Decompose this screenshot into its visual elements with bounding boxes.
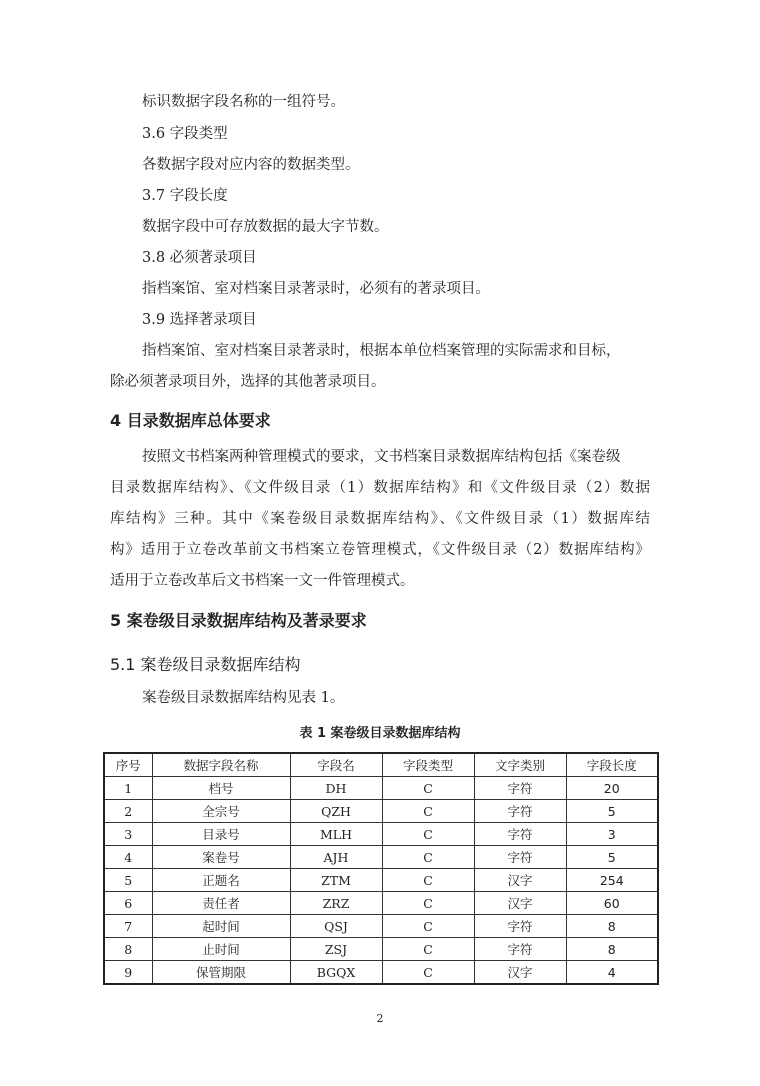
table-row [104, 961, 658, 985]
text-line: 数据字段中可存放数据的最大字节数。 [142, 219, 389, 235]
table-cell: C [382, 869, 474, 892]
table-header-row [104, 753, 658, 777]
text-line: 标识数据字段名称的一组符号。 [142, 94, 345, 110]
table-row [104, 846, 658, 869]
table-header-cell: 字段长度 [566, 753, 658, 777]
table-row [104, 915, 658, 938]
table-cell: 3 [566, 823, 658, 846]
table-cell: 5 [104, 869, 152, 892]
table-caption: 表 1 案卷级目录数据库结构 [299, 726, 461, 741]
table-cell: BGQX [290, 961, 382, 985]
section-heading: 4 目录数据库总体要求 [110, 411, 271, 430]
section-heading: 5 案卷级目录数据库结构及著录要求 [110, 611, 367, 630]
table-cell: C [382, 915, 474, 938]
table-cell: 汉字 [474, 892, 566, 915]
table-header-cell: 序号 [104, 753, 152, 777]
table-cell: C [382, 961, 474, 985]
table-row [104, 800, 658, 823]
table-cell: C [382, 938, 474, 961]
subsection-heading: 5.1 案卷级目录数据库结构 [110, 655, 301, 674]
table-cell: AJH [290, 846, 382, 869]
table-cell: ZSJ [290, 938, 382, 961]
table-cell: 字符 [474, 800, 566, 823]
table-cell: 字符 [474, 846, 566, 869]
table-cell: 60 [566, 892, 658, 915]
table-cell: ZTM [290, 869, 382, 892]
table-cell: 5 [566, 800, 658, 823]
table-row [104, 823, 658, 846]
data-table [103, 752, 659, 985]
table-row [104, 938, 658, 961]
table-cell: 目录号 [152, 823, 290, 846]
table-row [104, 777, 658, 800]
text-line: 库结构》三种。其中《案卷级目录数据库结构》、《文件级目录（1）数据库结 [110, 511, 650, 527]
table-cell: 2 [104, 800, 152, 823]
table-cell: 254 [566, 869, 658, 892]
table-cell: 档号 [152, 777, 290, 800]
table-cell: C [382, 892, 474, 915]
table-cell: 20 [566, 777, 658, 800]
table-cell: 6 [104, 892, 152, 915]
page-number: 2 [376, 1012, 384, 1025]
table-cell: 4 [104, 846, 152, 869]
table-cell: 全宗号 [152, 800, 290, 823]
table-cell: C [382, 800, 474, 823]
text-line: 指档案馆、室对档案目录著录时，根据本单位档案管理的实际需求和目标， [142, 343, 621, 359]
subsection-heading: 3.7 字段长度 [142, 188, 228, 204]
table-cell: 3 [104, 823, 152, 846]
table-cell: ZRZ [290, 892, 382, 915]
table-cell: 责任者 [152, 892, 290, 915]
table-cell: 字符 [474, 938, 566, 961]
table-cell: MLH [290, 823, 382, 846]
table-cell: QSJ [290, 915, 382, 938]
table-cell: 汉字 [474, 961, 566, 985]
table-cell: 7 [104, 915, 152, 938]
table-cell: DH [290, 777, 382, 800]
subsection-heading: 3.8 必须著录项目 [142, 250, 257, 266]
table-cell: 4 [566, 961, 658, 985]
table-header-cell: 字段类型 [382, 753, 474, 777]
text-line: 构》适用于立卷改革前文书档案立卷管理模式，《文件级目录（2）数据库结构》 [110, 542, 650, 558]
table-cell: C [382, 777, 474, 800]
table-cell: 字符 [474, 823, 566, 846]
text-line: 除必须著录项目外，选择的其他著录项目。 [110, 374, 386, 390]
table-header-cell: 字段名 [290, 753, 382, 777]
table-cell: C [382, 823, 474, 846]
table-row [104, 869, 658, 892]
subsection-heading: 3.9 选择著录项目 [142, 312, 257, 328]
table-cell: 起时间 [152, 915, 290, 938]
text-line: 指档案馆、室对档案目录著录时，必须有的著录项目。 [142, 281, 490, 297]
table-cell: 5 [566, 846, 658, 869]
table-cell: 字符 [474, 777, 566, 800]
table-cell: 汉字 [474, 869, 566, 892]
text-line: 目录数据库结构》、《文件级目录（1）数据库结构》和《文件级目录（2）数据 [110, 480, 650, 496]
table-header-cell: 文字类别 [474, 753, 566, 777]
table-cell: C [382, 846, 474, 869]
text-line: 适用于立卷改革后文书档案一文一件管理模式。 [110, 573, 415, 589]
table-cell: QZH [290, 800, 382, 823]
text-line: 按照文书档案两种管理模式的要求，文书档案目录数据库结构包括《案卷级 [142, 449, 621, 465]
table-row [104, 892, 658, 915]
table-cell: 8 [104, 938, 152, 961]
table-cell: 止时间 [152, 938, 290, 961]
table-cell: 8 [566, 938, 658, 961]
table-cell: 正题名 [152, 869, 290, 892]
table-cell: 保管期限 [152, 961, 290, 985]
subsection-heading: 3.6 字段类型 [142, 126, 228, 142]
table-cell: 8 [566, 915, 658, 938]
table-cell: 1 [104, 777, 152, 800]
table-cell: 字符 [474, 915, 566, 938]
table-cell: 案卷号 [152, 846, 290, 869]
text-line: 案卷级目录数据库结构见表 1。 [142, 690, 345, 706]
text-line: 各数据字段对应内容的数据类型。 [142, 157, 360, 173]
table-header-cell: 数据字段名称 [152, 753, 290, 777]
table-cell: 9 [104, 961, 152, 985]
